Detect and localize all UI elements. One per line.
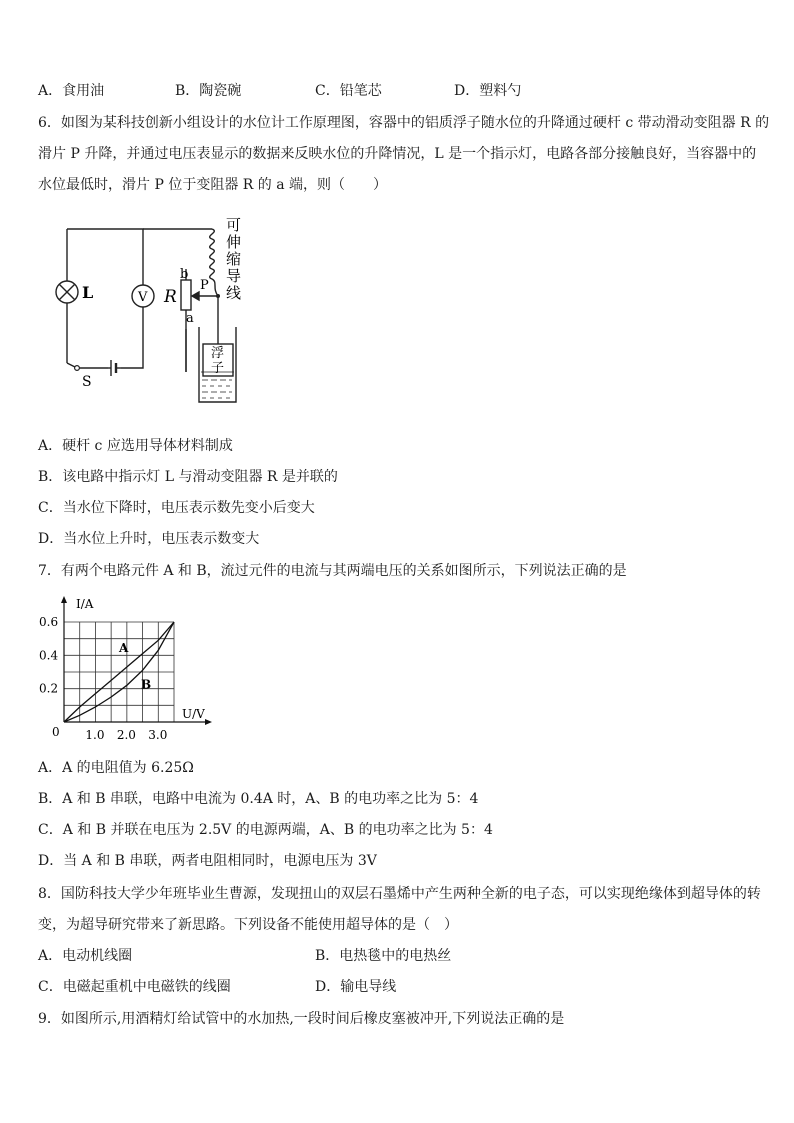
y-tick-label: 0.2 xyxy=(39,681,59,696)
q7-option-a: A．A 的电阻值为 6.25Ω xyxy=(38,760,194,776)
series-b-label: B xyxy=(141,677,152,692)
q6-option-b: B．该电路中指示灯 L 与滑动变阻器 R 是并联的 xyxy=(38,469,338,485)
q7-option-c: C．A 和 B 并联在电压为 2.5V 的电源两端，A、B 的电功率之比为 5：4 xyxy=(38,822,493,838)
x-axis-arrow xyxy=(205,719,212,725)
q5-option-a: A．食用油 xyxy=(38,83,105,99)
q7-iv-chart xyxy=(36,592,216,744)
q6-option-d: D．当水位上升时，电压表示数变大 xyxy=(38,531,260,547)
wire-label-5: 线 xyxy=(226,284,242,302)
y-tick-label: 0.4 xyxy=(39,648,59,663)
origin-label: 0 xyxy=(52,725,60,739)
q7-stem: 7．有两个电路元件 A 和 B，流过元件的电流与其两端电压的关系如图所示，下列说法正确的是 xyxy=(38,563,627,579)
q5-option-c: C．铅笔芯 xyxy=(315,83,382,99)
x-tick-label: 1.0 xyxy=(85,728,105,742)
q9-stem: 9．如图所示,用酒精灯给试管中的水加热,一段时间后橡皮塞被冲开,下列说法正确的是 xyxy=(38,1011,565,1027)
resistor-end-a: a xyxy=(186,311,194,326)
y-axis-arrow xyxy=(61,596,67,603)
q8-option-a: A．电动机线圈 xyxy=(38,948,133,964)
float-label-1: 浮 xyxy=(211,346,225,361)
q6-option-a: A．硬杆 c 应选用导体材料制成 xyxy=(38,438,233,454)
q6-option-c: C．当水位下降时，电压表示数先变小后变大 xyxy=(38,500,315,516)
q6-stem-line-3: 水位最低时，滑片 P 位于变阻器 R 的 a 端，则（ ） xyxy=(38,177,388,193)
lamp-label: L xyxy=(82,283,94,302)
q5-option-b: B．陶瓷碗 xyxy=(175,83,242,99)
x-axis-label: U/V xyxy=(182,707,205,721)
slider-label: P xyxy=(200,278,209,293)
y-axis-label: I/A xyxy=(76,597,94,611)
voltmeter-label: V xyxy=(138,290,148,305)
q5-option-d: D．塑料勺 xyxy=(454,83,522,99)
q8-stem-line-1: 8．国防科技大学少年班毕业生曹源，发现扭山的双层石墨烯中产生两种全新的电子态，可以实现绝缘体到超导体的转 xyxy=(38,886,761,902)
wire-label-3: 缩 xyxy=(226,250,242,268)
switch-label: S xyxy=(82,374,92,390)
q8-stem-line-2: 变，为超导研究带来了新思路。下列设备不能使用超导体的是（ ） xyxy=(38,917,458,933)
float-label-2: 子 xyxy=(211,361,225,376)
wire-label-2: 伸 xyxy=(226,233,242,251)
q8-option-d: D．输电导线 xyxy=(315,979,397,995)
q8-option-b: B．电热毯中的电热丝 xyxy=(315,948,452,964)
resistor-end-b: b xyxy=(180,267,189,282)
q6-circuit-diagram xyxy=(44,212,254,412)
series-a-label: A xyxy=(119,641,129,655)
x-tick-label: 3.0 xyxy=(148,728,168,742)
x-tick-label: 2.0 xyxy=(116,728,136,742)
wire-label-1: 可 xyxy=(226,216,242,234)
q6-stem-line-2: 滑片 P 升降，并通过电压表显示的数据来反映水位的升降情况，L 是一个指示灯，电路各部分接触良好，当容器中的 xyxy=(38,146,757,162)
q6-stem-line-1: 6．如图为某科技创新小组设计的水位计工作原理图，容器中的铝质浮子随水位的升降通过硬杆 c 带动滑动变阻器 R 的 xyxy=(38,115,770,131)
wire-label-4: 导 xyxy=(226,267,242,285)
q8-option-c: C．电磁起重机中电磁铁的线圈 xyxy=(38,979,231,995)
y-tick-label: 0.6 xyxy=(39,615,59,629)
q7-option-b: B．A 和 B 串联，电路中电流为 0.4A 时，A、B 的电功率之比为 5：4 xyxy=(38,791,479,807)
q7-option-d: D．当 A 和 B 串联，两者电阻相同时，电源电压为 3V xyxy=(38,853,377,869)
resistor-label: R xyxy=(164,287,177,307)
